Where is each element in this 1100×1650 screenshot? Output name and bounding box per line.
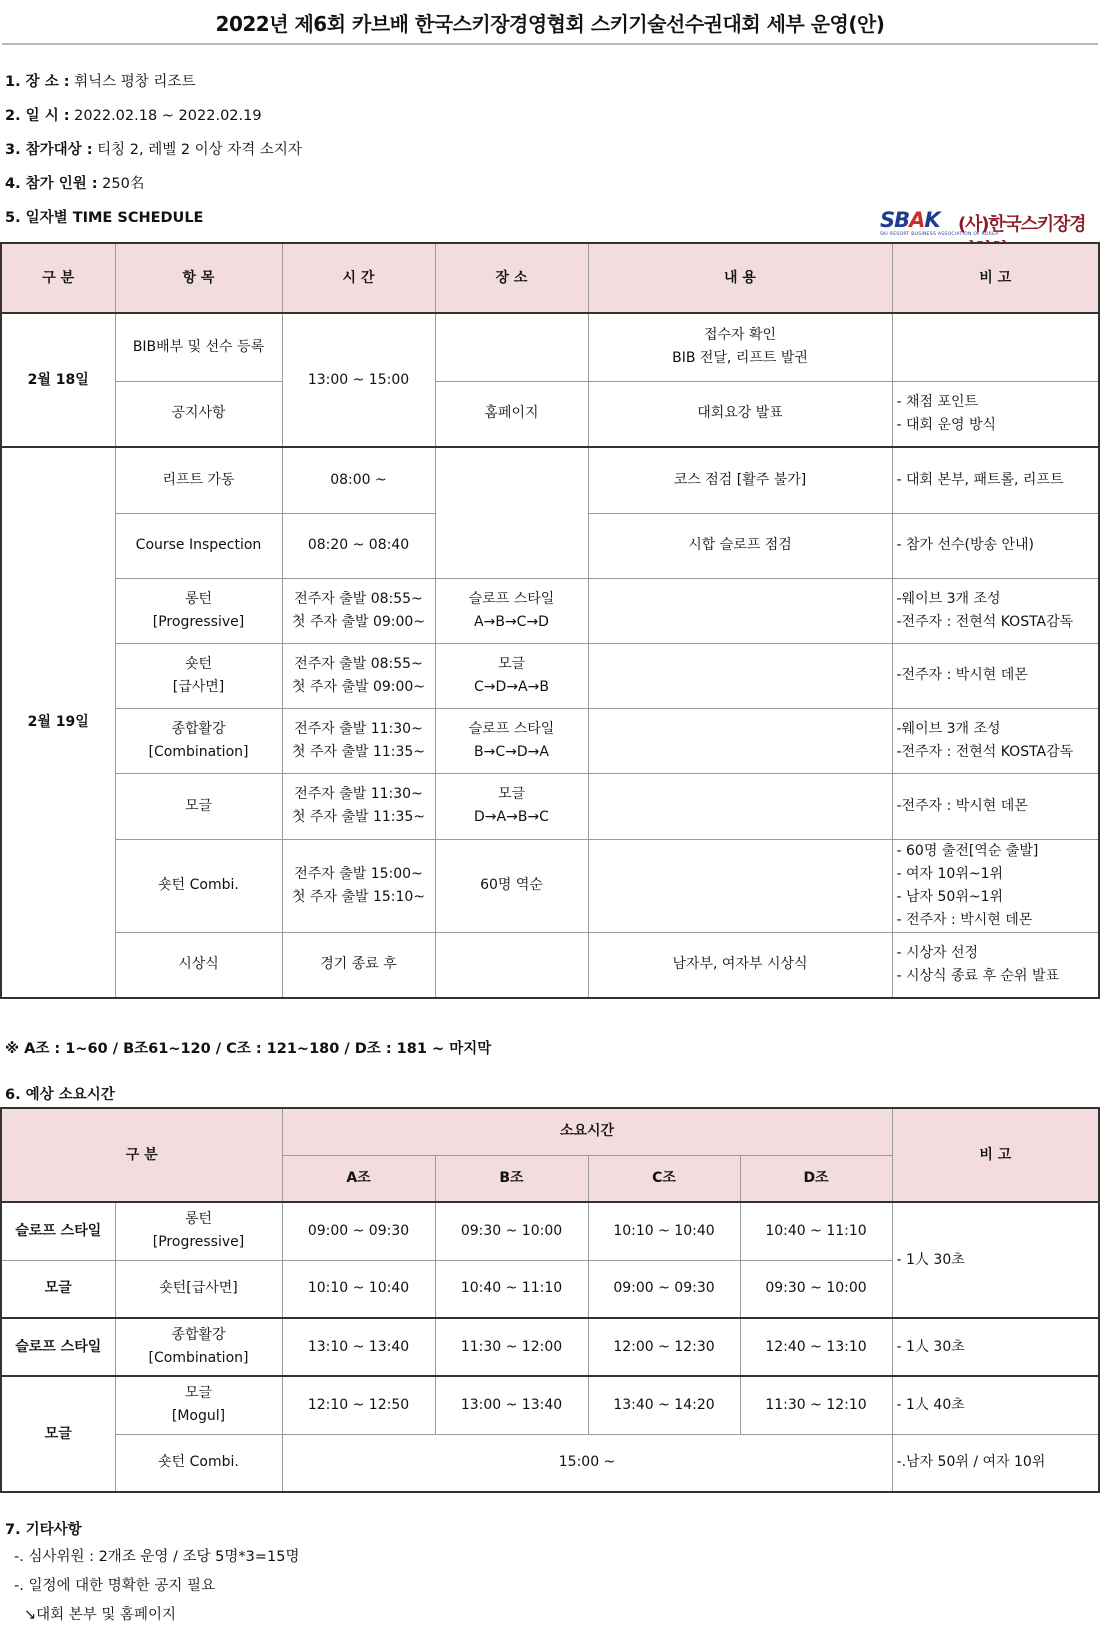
header-note: 비 고	[892, 243, 1099, 313]
time-cell: 15:00 ~	[282, 1434, 892, 1492]
logo-mark: SBAK	[880, 208, 940, 232]
etc-item: -. 일정에 대한 명확한 공지 필요	[14, 1578, 215, 1594]
item-cell: 종합활강 [Combination]	[115, 1318, 282, 1376]
header-time: 시 간	[282, 243, 435, 313]
note-cell: - 60명 출전[역순 출발] - 여자 10위~1위 - 남자 50위~1위 - 전주자 : 박시현 데몬	[892, 839, 1099, 932]
section7-heading: 7. 기타사항	[5, 1522, 82, 1538]
note-cell	[892, 313, 1099, 381]
note-cell: -전주자 : 박시현 데몬	[892, 643, 1099, 708]
content-cell: 대회요강 발표	[588, 381, 892, 447]
header-item: 항 목	[115, 243, 282, 313]
category-cell: 모글	[1, 1260, 115, 1318]
table-row	[1, 313, 1099, 381]
time-cell: 11:30 ~ 12:00	[435, 1318, 588, 1376]
item-cell: 종합활강 [Combination]	[115, 708, 282, 773]
header-content: 내 용	[588, 243, 892, 313]
time-cell: 전주자 출발 15:00~ 첫 주자 출발 15:10~	[282, 839, 435, 932]
content-cell	[588, 578, 892, 643]
item-cell: 모글	[115, 773, 282, 839]
sbak-logo	[880, 208, 1098, 238]
section6-heading: 6. 예상 소요시간	[5, 1087, 115, 1103]
note-cell: -.남자 50위 / 여자 10위	[892, 1434, 1099, 1492]
time-cell: 10:40 ~ 11:10	[435, 1260, 588, 1318]
info-location	[5, 70, 195, 91]
header-duration: 소요시간	[282, 1108, 892, 1155]
place-cell	[435, 447, 588, 578]
time-cell: 13:10 ~ 13:40	[282, 1318, 435, 1376]
time-cell: 12:00 ~ 12:30	[588, 1318, 740, 1376]
time-cell: 09:00 ~ 09:30	[588, 1260, 740, 1318]
table-row	[1, 1434, 1099, 1492]
info-headcount-value: 250名	[97, 176, 145, 192]
header-group-c: C조	[588, 1155, 740, 1202]
note-cell: -웨이브 3개 조성 -전주자 : 전현석 KOSTA감독	[892, 708, 1099, 773]
content-cell: 남자부, 여자부 시상식	[588, 932, 892, 998]
table-row	[1, 643, 1099, 708]
item-cell: 숏턴 [급사면]	[115, 643, 282, 708]
category-cell: 슬로프 스타일	[1, 1318, 115, 1376]
time-cell: 08:20 ~ 08:40	[282, 513, 435, 578]
schedule-header-row	[1, 243, 1099, 313]
place-cell: 모글 D→A→B→C	[435, 773, 588, 839]
time-cell: 10:10 ~ 10:40	[282, 1260, 435, 1318]
info-eligibility-value: 티칭 2, 레벨 2 이상 자격 소지자	[92, 142, 302, 158]
category-cell: 모글	[1, 1376, 115, 1492]
note-cell: - 시상자 선정 - 시상식 종료 후 순위 발표	[892, 932, 1099, 998]
time-cell: 13:00 ~ 15:00	[282, 313, 435, 447]
item-cell: 숏턴 Combi.	[115, 1434, 282, 1492]
place-cell: 모글 C→D→A→B	[435, 643, 588, 708]
item-cell: BIB배부 및 선수 등록	[115, 313, 282, 381]
table-row	[1, 932, 1099, 998]
item-cell: 시상식	[115, 932, 282, 998]
note-cell: -전주자 : 박시현 데몬	[892, 773, 1099, 839]
group-note: ※ A조 : 1~60 / B조61~120 / C조 : 121~180 / D조 : 181 ~ 마지막	[5, 1041, 492, 1057]
place-cell	[435, 932, 588, 998]
table-row	[1, 1202, 1099, 1260]
place-cell: 슬로프 스타일 B→C→D→A	[435, 708, 588, 773]
content-cell	[588, 643, 892, 708]
item-cell: 숏턴 Combi.	[115, 839, 282, 932]
item-cell: Course Inspection	[115, 513, 282, 578]
time-cell: 11:30 ~ 12:10	[740, 1376, 892, 1434]
table-row	[1, 578, 1099, 643]
page-title: 2022년 제6회 카브배 한국스키장경영협회 스키기술선수권대회 세부 운영(안)	[215, 12, 885, 36]
etc-item: ↘대회 본부 및 홈페이지	[24, 1607, 177, 1623]
item-cell: 모글 [Mogul]	[115, 1376, 282, 1434]
table-row	[1, 708, 1099, 773]
table-row	[1, 381, 1099, 447]
place-cell: 슬로프 스타일 A→B→C→D	[435, 578, 588, 643]
duration-table	[0, 1107, 1100, 1493]
category-cell: 슬로프 스타일	[1, 1202, 115, 1260]
note-cell: - 대회 본부, 패트롤, 리프트	[892, 447, 1099, 513]
info-location-label: 1. 장 소 :	[5, 74, 70, 90]
table-row	[1, 1318, 1099, 1376]
item-cell: 롱턴 [Progressive]	[115, 1202, 282, 1260]
time-cell: 전주자 출발 11:30~ 첫 주자 출발 11:35~	[282, 708, 435, 773]
etc-item: -. 심사위원 : 2개조 운영 / 조당 5명*3=15명	[14, 1549, 300, 1565]
item-cell: 롱턴 [Progressive]	[115, 578, 282, 643]
time-cell: 전주자 출발 11:30~ 첫 주자 출발 11:35~	[282, 773, 435, 839]
time-cell: 13:00 ~ 13:40	[435, 1376, 588, 1434]
time-cell: 13:40 ~ 14:20	[588, 1376, 740, 1434]
note-cell: -웨이브 3개 조성 -전주자 : 전현석 KOSTA감독	[892, 578, 1099, 643]
title-divider	[2, 43, 1098, 45]
header-group-d: D조	[740, 1155, 892, 1202]
info-date-value: 2022.02.18 ~ 2022.02.19	[69, 108, 262, 124]
table-row	[1, 447, 1099, 513]
content-cell	[588, 773, 892, 839]
header-group-b: B조	[435, 1155, 588, 1202]
time-cell: 09:30 ~ 10:00	[435, 1202, 588, 1260]
note-cell: - 참가 선수(방송 안내)	[892, 513, 1099, 578]
content-cell: 코스 점검 [활주 불가]	[588, 447, 892, 513]
info-date-label: 2. 일 시 :	[5, 108, 70, 124]
time-cell: 09:00 ~ 09:30	[282, 1202, 435, 1260]
info-eligibility-label: 3. 참가대상 :	[5, 142, 93, 158]
table-row	[1, 839, 1099, 932]
table-row	[1, 773, 1099, 839]
time-cell: 10:40 ~ 11:10	[740, 1202, 892, 1260]
info-headcount-label: 4. 참가 인원 :	[5, 176, 98, 192]
info-eligibility	[5, 138, 302, 159]
time-cell: 경기 종료 후	[282, 932, 435, 998]
day-label-feb19: 2월 19일	[1, 447, 115, 998]
item-cell: 숏턴[급사면]	[115, 1260, 282, 1318]
section5-heading	[5, 206, 203, 227]
section5-label: 5. 일자별 TIME SCHEDULE	[5, 210, 204, 226]
note-cell: - 1人 30초	[892, 1202, 1099, 1318]
time-cell: 12:40 ~ 13:10	[740, 1318, 892, 1376]
time-cell: 08:00 ~	[282, 447, 435, 513]
time-cell: 09:30 ~ 10:00	[740, 1260, 892, 1318]
schedule-table	[0, 242, 1100, 999]
logo-subtitle: SKI RESORT BUSINESS ASSOCIATION OF KOREA	[880, 232, 999, 237]
info-date	[5, 104, 262, 125]
place-cell	[435, 313, 588, 381]
header-remarks: 비 고	[892, 1108, 1099, 1202]
logo-org-name: (사)한국스키장경	[958, 214, 1086, 235]
time-cell: 전주자 출발 08:55~ 첫 주자 출발 09:00~	[282, 643, 435, 708]
note-cell: - 1人 40초	[892, 1376, 1099, 1434]
time-cell: 12:10 ~ 12:50	[282, 1376, 435, 1434]
time-cell: 전주자 출발 08:55~ 첫 주자 출발 09:00~	[282, 578, 435, 643]
content-cell	[588, 839, 892, 932]
header-place: 장 소	[435, 243, 588, 313]
time-cell: 10:10 ~ 10:40	[588, 1202, 740, 1260]
note-cell: - 채점 포인트 - 대회 운영 방식	[892, 381, 1099, 447]
content-cell	[588, 708, 892, 773]
info-location-value: 휘닉스 평창 리조트	[69, 74, 196, 90]
content-cell: 시합 슬로프 점검	[588, 513, 892, 578]
note-cell: - 1人 30초	[892, 1318, 1099, 1376]
header-group-a: A조	[282, 1155, 435, 1202]
info-headcount	[5, 172, 144, 193]
table-row	[1, 1376, 1099, 1434]
duration-header-row	[1, 1108, 1099, 1155]
place-cell: 홈페이지	[435, 381, 588, 447]
content-cell: 접수자 확인 BIB 전달, 리프트 발권	[588, 313, 892, 381]
day-label-feb18: 2월 18일	[1, 313, 115, 447]
item-cell: 공지사항	[115, 381, 282, 447]
item-cell: 리프트 가동	[115, 447, 282, 513]
header-category: 구 분	[1, 243, 115, 313]
place-cell: 60명 역순	[435, 839, 588, 932]
header-division: 구 분	[1, 1108, 282, 1202]
